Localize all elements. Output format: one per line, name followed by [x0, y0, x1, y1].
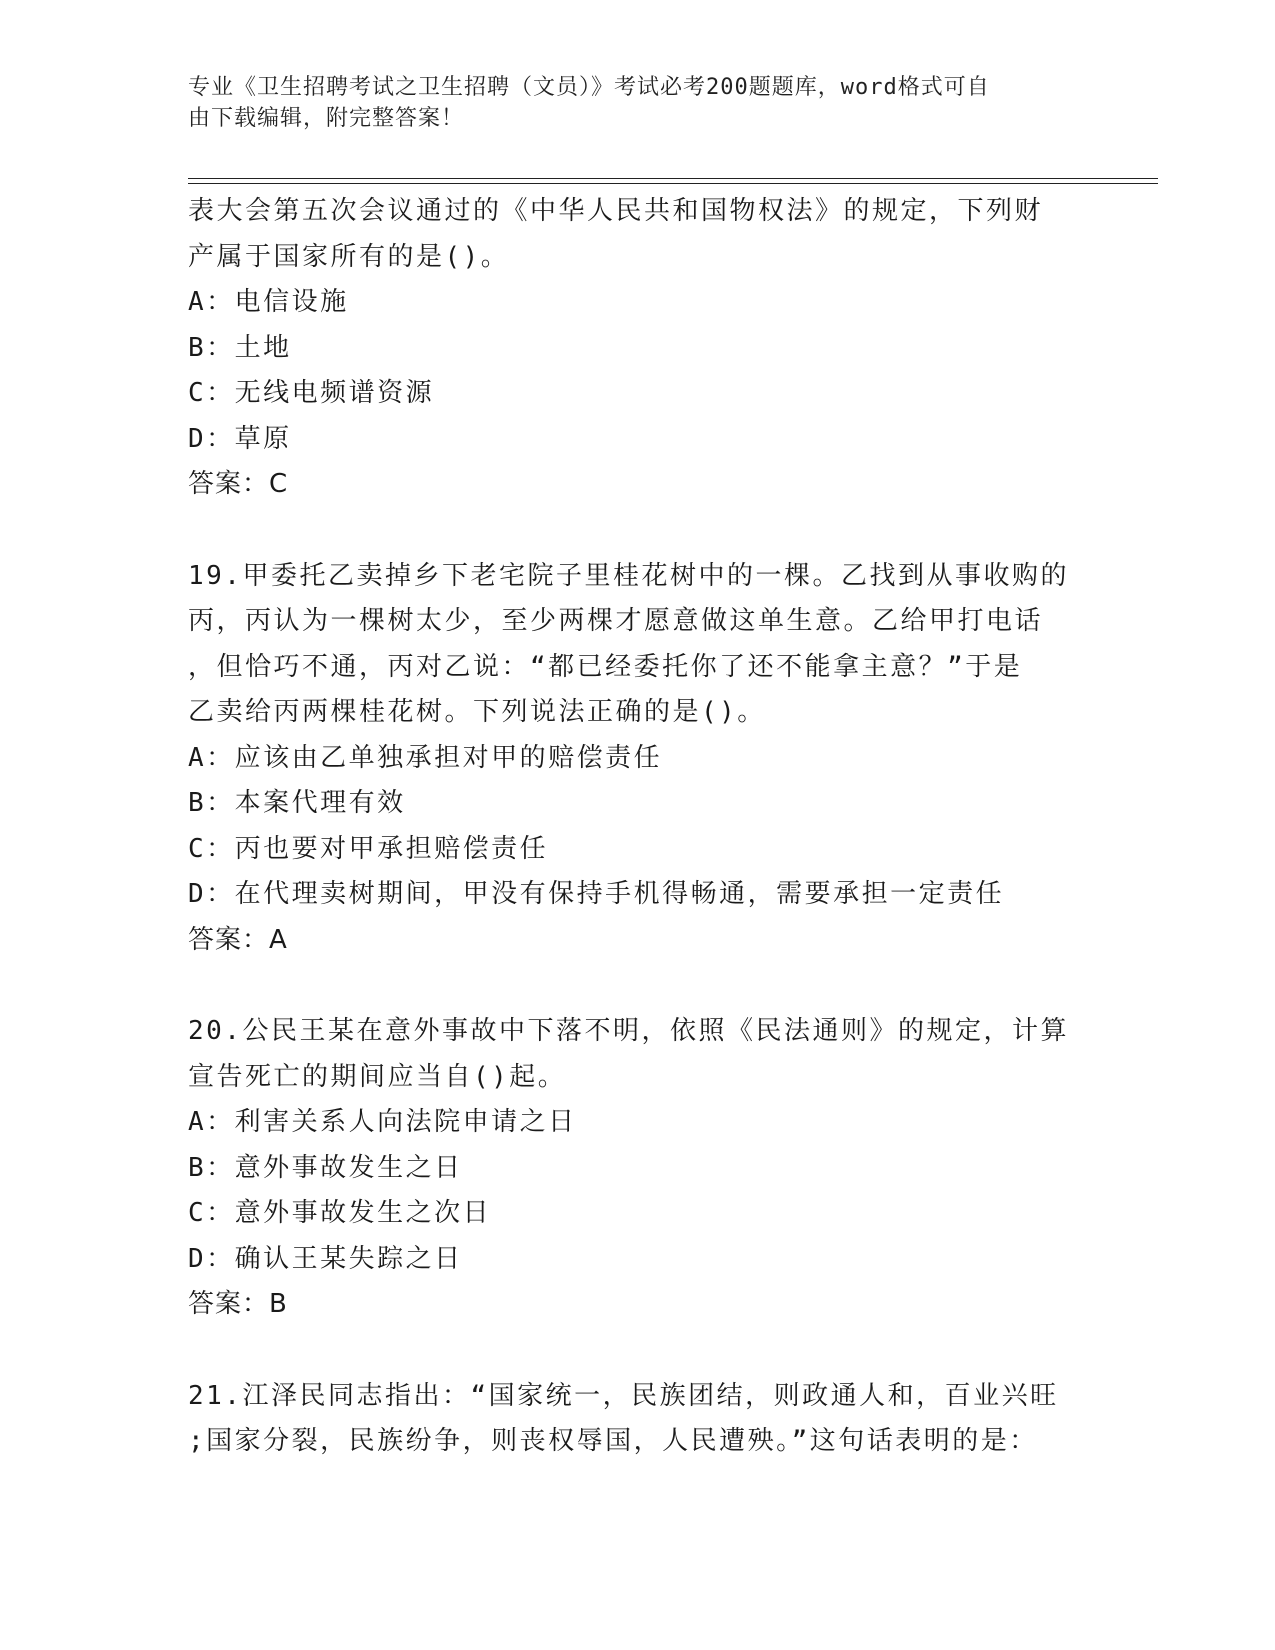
question-20 — [188, 1009, 1088, 1328]
question-19 — [188, 554, 1088, 964]
question-stem-line: ;国家分裂，民族纷争，则丧权辱国，人民遭殃。”这句话表明的是： — [188, 1426, 1038, 1456]
question-21 — [188, 1374, 1088, 1465]
option-c: C：丙也要对甲承担赔偿责任 — [188, 833, 549, 864]
option-a: A：利害关系人向法院申请之日 — [188, 1107, 577, 1137]
option-d: D：草原 — [188, 423, 292, 454]
question-stem-line: 20.公民王某在意外事故中下落不明，依照《民法通则》的规定，计算 — [188, 1016, 1069, 1046]
option-d: D：在代理卖树期间，甲没有保持手机得畅通，需要承担一定责任 — [188, 879, 1005, 909]
option-c: C：无线电频谱资源 — [188, 378, 435, 408]
question-18 — [188, 189, 1088, 508]
question-stem-line: ，但恰巧不通，丙对乙说：“都已经委托你了还不能拿主意？”于是 — [188, 651, 1023, 682]
answer-line: 答案：B — [188, 1289, 288, 1319]
question-stem-line: 产属于国家所有的是()。 — [188, 241, 510, 272]
option-c: C：意外事故发生之次日 — [188, 1198, 492, 1228]
option-b: B：意外事故发生之日 — [188, 1152, 463, 1183]
question-stem-line: 19.甲委托乙卖掉乡下老宅院子里桂花树中的一棵。乙找到从事收购的 — [188, 560, 1069, 591]
question-stem-line: 丙，丙认为一棵树太少，至少两棵才愿意做这单生意。乙给甲打电话 — [188, 606, 1044, 636]
question-stem-line: 21.江泽民同志指出：“国家统一，民族团结，则政通人和，百业兴旺 — [188, 1380, 1059, 1411]
question-stem-line: 宣告死亡的期间应当自()起。 — [188, 1061, 567, 1092]
answer-line: 答案：C — [188, 469, 289, 499]
option-d: D：确认王某失踪之日 — [188, 1243, 463, 1274]
header-divider-bottom — [188, 183, 1158, 184]
spacer — [188, 963, 1088, 1009]
spacer — [188, 508, 1088, 554]
document-header — [188, 72, 1088, 134]
option-b: B：本案代理有效 — [188, 788, 406, 818]
option-b: B：土地 — [188, 332, 292, 363]
header-divider-top — [188, 178, 1158, 179]
answer-line: 答案：A — [188, 924, 288, 955]
option-a: A：应该由乙单独承担对甲的赔偿责任 — [188, 742, 663, 773]
option-a: A：电信设施 — [188, 287, 349, 317]
header-line-1: 专业《卫生招聘考试之卫生招聘（文员）》考试必考200题题库，word格式可自 — [188, 75, 990, 100]
question-stem-line: 表大会第五次会议通过的《中华人民共和国物权法》的规定，下列财 — [188, 196, 1044, 226]
spacer — [188, 1328, 1088, 1374]
document-body — [188, 189, 1088, 1465]
question-stem-line: 乙卖给丙两棵桂花树。下列说法正确的是()。 — [188, 697, 766, 727]
header-line-2: 由下载编辑，附完整答案！ — [188, 106, 465, 131]
